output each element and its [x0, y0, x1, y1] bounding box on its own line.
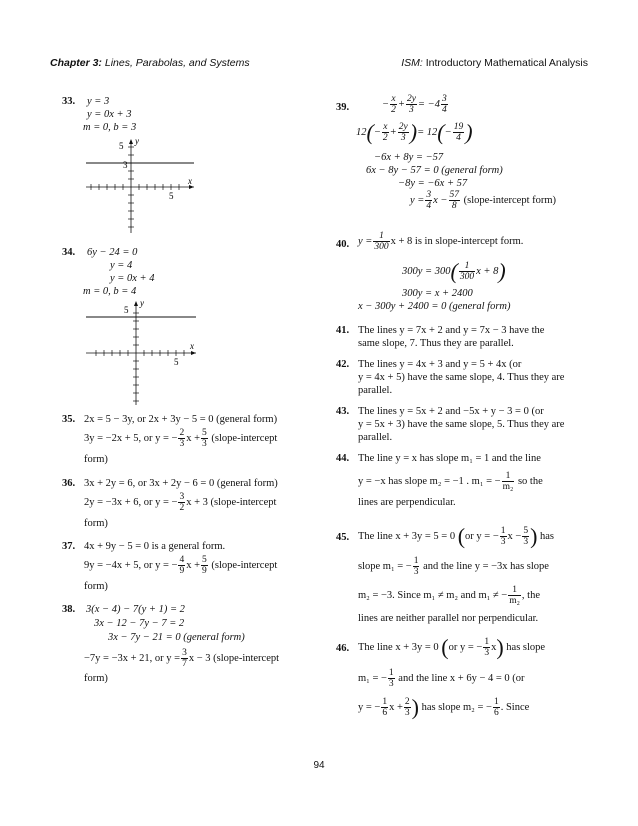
equation-line: 6y − 24 = 0 — [87, 247, 138, 258]
problem-number: 39. — [336, 102, 350, 113]
fraction: $\frac{5}{3}$ — [202, 428, 207, 449]
problem-number: 44. — [336, 453, 350, 464]
equation-line: 300y = x + 2400 — [402, 288, 473, 299]
problem-number: 34. — [62, 247, 76, 258]
x-axis-label: x — [190, 341, 194, 351]
x-tick-label: 5 — [174, 357, 179, 367]
equation-line: y = 4 — [110, 260, 133, 271]
y-tick-label: 5 — [119, 141, 124, 151]
chapter-heading — [50, 57, 250, 69]
text-line: m₁ = − $\frac{1}{3}$ and the line x + 6y − 4 = 0 (or — [358, 668, 525, 689]
equation-line: −7y = −3x + 21, or y = $\frac{3}{7}$ x − 3 (slope-intercept — [84, 648, 280, 669]
equation-line: form) — [84, 518, 108, 529]
equation-line: −8y = −6x + 57 — [398, 178, 468, 189]
equation-line: − $\frac{x}{2}$ + $\frac{2y}{3}$ = −4 $\frac{3}{4}$ — [382, 94, 447, 115]
chapter-number: Chapter 3: — [50, 57, 102, 69]
y-axis-label: y — [140, 298, 144, 308]
equation-line: 3x − 12 − 7y − 7 = 2 — [94, 618, 185, 629]
equation-line: 3y = −2x + 5, or y = − $\frac{2}{3}$ x + $\frac{5}{3}$ (slope-intercept — [84, 428, 278, 449]
text-line: lines are perpendicular. — [358, 497, 456, 508]
problem-number: 41. — [336, 325, 350, 336]
text-line: y = −x has slope m₂ = −1 . m₁ = − $\frac{1}{\text{m₂}}$ so the — [358, 471, 543, 492]
equation-line: 12(− $\frac{x}{2}$ + $\frac{2y}{3}$ )= 12(− $\frac{19}{4}$ ) — [356, 119, 473, 145]
problem-number: 45. — [336, 532, 350, 543]
equation-line: form) — [84, 454, 108, 465]
equation-line: x − 300y + 2400 = 0 (general form) — [358, 301, 511, 312]
book-abbrev: ISM: — [401, 57, 423, 69]
equation-line: y = 3 — [87, 96, 110, 107]
text-line: same slope, 7. Thus they are parallel. — [358, 338, 514, 349]
equation-line: 3x + 2y = 6, or 3x + 2y − 6 = 0 (general form) — [84, 478, 278, 489]
y-axis-label: y — [135, 136, 139, 146]
text-line: The lines y = 4x + 3 and y = 5 + 4x (or — [358, 359, 522, 370]
equation-line: form) — [84, 581, 108, 592]
book-heading — [401, 57, 588, 69]
problem-number: 38. — [62, 604, 76, 615]
equation-line: 2y = −3x + 6, or y = − $\frac{3}{2}$ x + 3 (slope-intercept — [84, 492, 277, 513]
equation-line: y = $\frac{1}{300}$ x + 8 is in slope-intercept form. — [358, 231, 524, 252]
text-line: slope m₁ = − $\frac{1}{3}$ and the line y = −3x has slope — [358, 556, 549, 577]
chapter-title: Lines, Parabolas, and Systems — [104, 57, 250, 69]
x-tick-label: 5 — [169, 191, 174, 201]
equation-line: 9y = −4x + 5, or y = − $\frac{4}{9}$ x + $\frac{5}{9}$ (slope-intercept — [84, 555, 278, 576]
problem-number: 43. — [336, 406, 350, 417]
equation-line: y = $\frac{3}{4}$ x − $\frac{57}{8}$ (slope-intercept form) — [410, 190, 557, 211]
equation-line: y = 0x + 4 — [110, 273, 155, 284]
equation-line: y = 0x + 3 — [87, 109, 132, 120]
text-line: y = 4x + 5) have the same slope, 4. Thus they are — [358, 372, 565, 383]
equation-line: 3x − 7y − 21 = 0 (general form) — [108, 632, 245, 643]
text-line: The lines y = 5x + 2 and −5x + y − 3 = 0 (or — [358, 406, 544, 417]
text-line: y = − $\frac{1}{6}$ x + $\frac{2}{3}$ ) has slope m₂ = − $\frac{1}{6}$ . Since — [358, 694, 530, 720]
fraction: $\frac{2}{3}$ — [179, 428, 185, 449]
problem-number: 33. — [62, 96, 76, 107]
fraction: $\frac{5}{9}$ — [202, 555, 207, 576]
text-line: The line x + 3y = 5 = 0 (or y = − $\frac{1}{3}$ x − $\frac{5}{3}$ ) has — [358, 523, 555, 549]
x-axis-label: x — [188, 176, 192, 186]
text-line: parallel. — [358, 432, 393, 443]
equation-line: 6x − 8y − 57 = 0 (general form) — [366, 165, 503, 176]
text-line: y = 5x + 3) have the same slope, 5. Thus they are — [358, 419, 565, 430]
equation-line: −6x + 8y = −57 — [374, 152, 444, 163]
problem-number: 35. — [62, 414, 76, 425]
fraction: $\frac{3}{7}$ — [182, 648, 187, 669]
book-title: Introductory Mathematical Analysis — [425, 57, 588, 69]
equation-line: 4x + 9y − 5 = 0 is a general form. — [84, 541, 226, 552]
text-line: lines are neither parallel nor perpendicular. — [358, 613, 539, 624]
problem-number: 42. — [336, 359, 350, 370]
text-line: The lines y = 7x + 2 and y = 7x − 3 have the — [358, 325, 545, 336]
equation-line: 300y = 300( $\frac{1}{300}$ x + 8) — [402, 258, 506, 284]
problem-number: 46. — [336, 643, 350, 654]
equation-line: m = 0, b = 4 — [83, 286, 137, 297]
text-line: The line x + 3y = 0 (or y = − $\frac{1}{3}$ x) has slope — [358, 634, 546, 660]
running-header — [50, 57, 588, 73]
text-line: parallel. — [358, 385, 393, 396]
equation-line: m = 0, b = 3 — [83, 122, 137, 133]
problem-number: 40. — [336, 239, 350, 250]
equation-line: 2x = 5 − 3y, or 2x + 3y − 5 = 0 (general form) — [84, 414, 278, 425]
y-intercept-label: 3 — [123, 160, 128, 170]
fraction: $\frac{3}{2}$ — [179, 492, 185, 513]
equation-line: form) — [84, 673, 108, 684]
problem-number: 37. — [62, 541, 76, 552]
y-tick-label: 5 — [124, 305, 129, 315]
problem-number: 36. — [62, 478, 76, 489]
graph-34 — [86, 297, 226, 407]
text-line: m₂ = −3. Since m₁ ≠ m₂ and m₁ ≠ − $\frac{1}{\text{m₂}}$ , the — [358, 585, 540, 606]
text-line: The line y = x has slope m₁ = 1 and the line — [358, 453, 541, 464]
graph-33 — [86, 135, 226, 235]
equation-line: 3(x − 4) − 7(y + 1) = 2 — [86, 604, 185, 615]
page-number: 94 — [313, 760, 325, 771]
fraction: $\frac{4}{9}$ — [179, 555, 185, 576]
